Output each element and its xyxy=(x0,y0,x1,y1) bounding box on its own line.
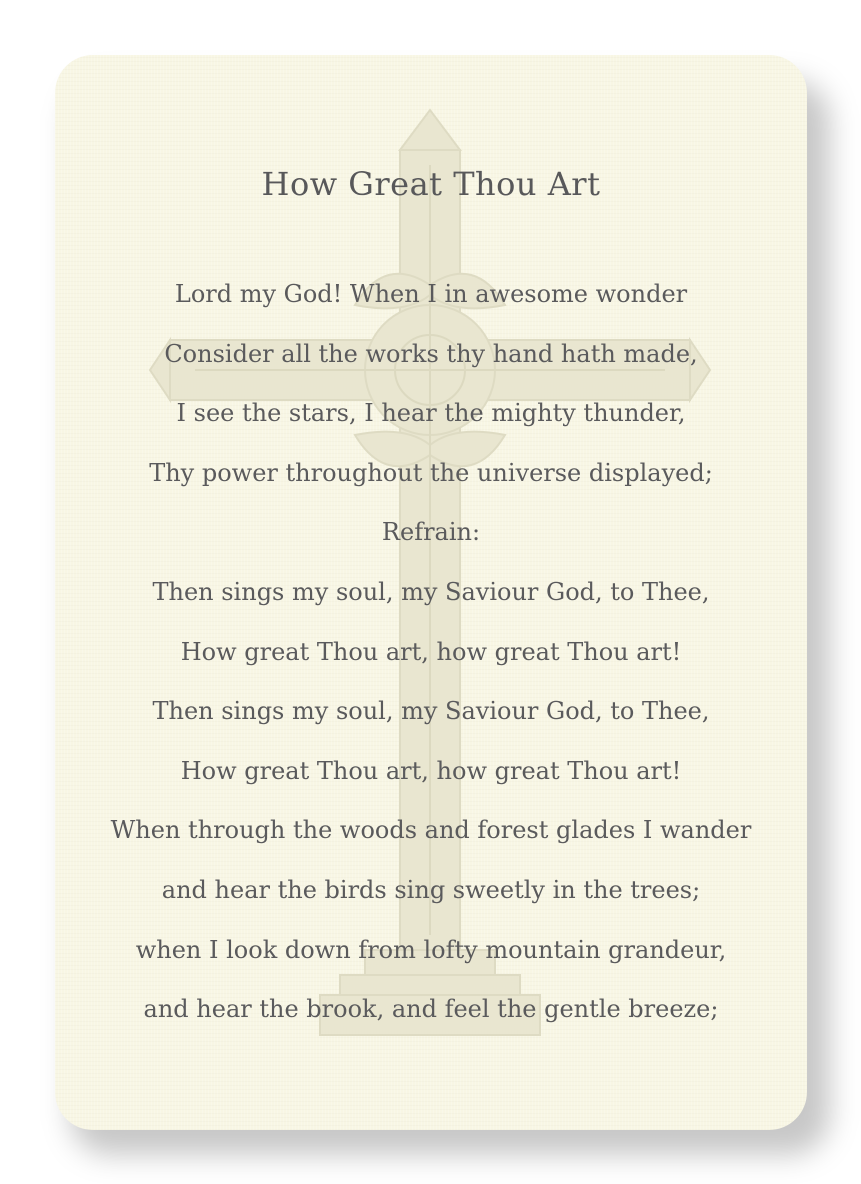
lyric-line: Then sings my soul, my Saviour God, to Thee, xyxy=(152,697,710,726)
lyric-line: When through the woods and forest glades I wander xyxy=(110,816,752,845)
lyric-line: and hear the birds sing sweetly in the trees; xyxy=(161,875,701,904)
hymn-title: How Great Thou Art xyxy=(261,165,601,203)
lyric-line: Consider all the works thy hand hath made, xyxy=(164,339,698,368)
lyric-line: I see the stars, I hear the mighty thunder, xyxy=(176,399,686,428)
lyric-line: How great Thou art, how great Thou art! xyxy=(180,756,682,785)
lyric-line: Lord my God! When I in awesome wonder xyxy=(174,280,688,308)
lyric-line: Thy power throughout the universe displayed; xyxy=(149,458,713,487)
refrain-label: Refrain: xyxy=(381,518,481,547)
lyric-line: How great Thou art, how great Thou art! xyxy=(180,637,682,666)
lyric-line: Then sings my soul, my Saviour God, to Thee, xyxy=(152,577,710,606)
hymn-lyrics xyxy=(55,265,807,1040)
lyric-line: and hear the brook, and feel the gentle breeze; xyxy=(143,995,719,1024)
hymn-card xyxy=(55,55,807,1130)
lyric-line: when I look down from lofty mountain grandeur, xyxy=(135,935,727,964)
